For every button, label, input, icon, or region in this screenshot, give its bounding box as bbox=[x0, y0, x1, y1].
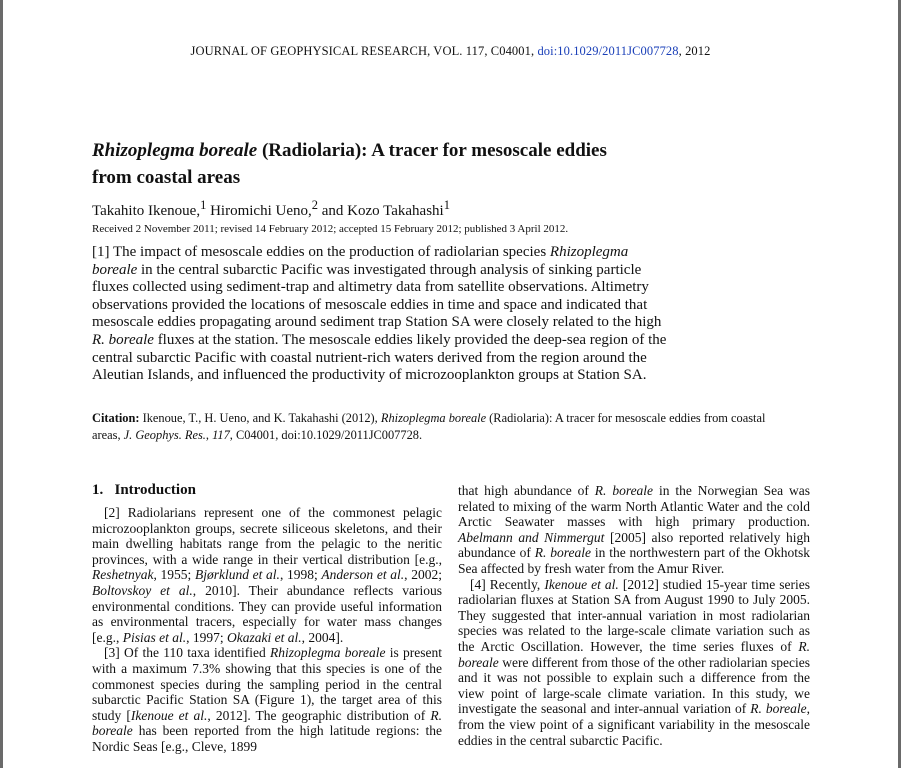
ref-italic: Rhizoplegma boreale bbox=[270, 645, 386, 661]
title-line2: from coastal areas bbox=[92, 167, 241, 188]
paragraph-4 bbox=[458, 577, 810, 749]
author-3: and Kozo Takahashi bbox=[317, 203, 444, 219]
body-text: Recently, bbox=[485, 576, 545, 592]
journal-name: JOURNAL OF GEOPHYSICAL RESEARCH, VOL. 117, C04001, bbox=[190, 44, 535, 58]
ref-italic: Anderson et al. bbox=[321, 567, 405, 583]
section-number: 1. bbox=[92, 482, 104, 498]
author-2-affil: 2 bbox=[311, 198, 318, 212]
abstract-text: fluxes at the station. The mesoscale eddies likely provided the deep-sea region of the central subarctic Pacific with coastal nutrient-rich waters derived from the region around the Aleutian Islands, and influenced the productivity of microzooplankton groups at Station SA. bbox=[92, 331, 667, 384]
abstract-text: The impact of mesoscale eddies on the production of radiolarian species bbox=[109, 244, 550, 260]
header-year: , 2012 bbox=[678, 44, 711, 58]
abstract-species: Rhizoplegma boreale bbox=[92, 244, 629, 278]
citation-italic: Rhizoplegma boreale bbox=[380, 411, 487, 425]
body-text: [2005] also reported relatively high abundance of bbox=[458, 529, 810, 561]
body-text: , 2012]. The geographic distribution of bbox=[207, 707, 431, 723]
paragraph-marker: [1] bbox=[92, 244, 110, 260]
body-text: , 2010]. Their abundance reflects various environmental conditions. They can provide useful information as environmental tracers, especially for water mass changes [e.g., bbox=[92, 582, 442, 645]
ref-italic: Reshetnyak bbox=[92, 567, 154, 583]
journal-header bbox=[0, 44, 901, 59]
citation-label: Citation: bbox=[92, 411, 140, 425]
paragraph-marker: [2] bbox=[104, 505, 120, 520]
article-title bbox=[92, 137, 692, 191]
left-column bbox=[92, 505, 442, 755]
citation-text: , bbox=[205, 428, 213, 442]
ref-italic: R. boreale bbox=[458, 638, 810, 670]
body-text: were different from those of the other radiolarian species and it was not possible to explain such a difference from the view point of large-scale climate variation. In this study, we investigate the seasonal and inter-annual variation of bbox=[458, 654, 810, 717]
author-list bbox=[92, 198, 450, 220]
body-text: , 1955; bbox=[153, 567, 195, 583]
window-left-border bbox=[0, 0, 3, 768]
citation-journal: J. Geophys. Res. bbox=[123, 428, 206, 442]
citation-text: (Radiolaria): A tracer for mesoscale eddies from coastal areas, bbox=[92, 411, 766, 442]
section-title: Introduction bbox=[114, 482, 196, 498]
body-text: in the northwestern part of the Okhotsk Sea affected by fresh water from the Amur River. bbox=[458, 545, 811, 576]
abstract-text: in the central subarctic Pacific was investigated through analysis of sinking particle fluxes collected using sediment-trap and altimetry data from satellite observations. Altimetry observations provided the locations of mesoscale eddies in time and space and indicated that mesoscale eddies propagating around sediment trap Station SA were closely related to the high bbox=[92, 261, 662, 331]
citation-block bbox=[92, 410, 782, 444]
section-heading bbox=[92, 482, 196, 499]
ref-italic: R. boreale bbox=[750, 701, 807, 717]
ref-italic: Ikenoue et al. bbox=[130, 707, 208, 723]
ref-italic: R. boreale bbox=[534, 545, 591, 561]
citation-text: Ikenoue, T., H. Ueno, and K. Takahashi (2012), bbox=[139, 411, 381, 425]
body-text: that high abundance of bbox=[458, 483, 595, 498]
paragraph-2 bbox=[92, 505, 442, 645]
author-2: Hiromichi Ueno, bbox=[206, 203, 312, 219]
ref-italic: R. boreale bbox=[594, 483, 654, 498]
body-text: [2012] studied 15-year time series radiolarian fluxes at Station SA from August 1990 to July 2005. They suggested that inter-annual variation in most radiolarian species was related to the large-scale climate variation such as the Arctic Oscillation. However, the time series fluxes of bbox=[458, 576, 811, 654]
body-text: , 2004]. bbox=[301, 629, 344, 645]
body-text: Radiolarians represent one of the commonest pelagic microzooplankton groups, secrete siliceous skeletons, and their main dwelling habitats range from the pelagic to the neritic provinces, with a wide range in their vertical distribution [e.g., bbox=[92, 505, 442, 567]
body-text: , 1997; bbox=[186, 629, 228, 645]
title-species: Rhizoplegma boreale bbox=[92, 140, 258, 161]
received-dates: Received 2 November 2011; revised 14 February 2012; accepted 15 February 2012; published 3 April 2012. bbox=[92, 223, 569, 235]
ref-italic: Abelmann and Nimmergut bbox=[458, 529, 605, 545]
paragraph-continued bbox=[458, 483, 810, 577]
paragraph-marker: [3] bbox=[104, 645, 120, 661]
abstract-species: R. boreale bbox=[92, 331, 154, 348]
ref-italic: Boltovskoy et al. bbox=[92, 582, 193, 598]
ref-italic: Bjørklund et al. bbox=[194, 567, 280, 583]
body-text: in the Norwegian Sea was related to mixing of the warm North Atlantic Water and the cold Arctic Seawater masses with high primary production. bbox=[458, 483, 810, 530]
body-text: Of the 110 taxa identified bbox=[119, 645, 270, 661]
right-column bbox=[458, 483, 810, 748]
body-text: is present with a maximum 7.3% showing that this species is one of the commonest species during the sampling period in the central subarctic Pacific Station SA (Figure 1), the target area of this study [ bbox=[92, 645, 442, 723]
title-rest: (Radiolaria): A tracer for mesoscale eddies bbox=[257, 140, 607, 161]
doi-link[interactable]: doi:10.1029/2011JC007728 bbox=[537, 44, 679, 58]
ref-italic: Okazaki et al. bbox=[227, 629, 302, 645]
ref-italic: R. boreale bbox=[92, 707, 443, 739]
paragraph-marker: [4] bbox=[470, 576, 486, 592]
author-1: Takahito Ikenoue, bbox=[92, 203, 201, 219]
body-text: , 2002; bbox=[404, 567, 442, 583]
body-text: , 1998; bbox=[279, 567, 322, 583]
body-text: , from the view point of a significant variability in the mesoscale eddies in the central subarctic Pacific. bbox=[458, 701, 810, 748]
body-text: has been reported from the high latitude regions: the Nordic Seas [e.g., Cleve, 1899 bbox=[92, 723, 442, 754]
ref-italic: Pisias et al. bbox=[122, 629, 187, 645]
citation-text: , C04001, doi:10.1029/2011JC007728. bbox=[229, 428, 423, 442]
paragraph-3 bbox=[92, 645, 442, 754]
abstract bbox=[92, 244, 672, 385]
ref-italic: Ikenoue et al. bbox=[544, 576, 619, 592]
citation-volume: 117 bbox=[212, 428, 230, 442]
author-3-affil: 1 bbox=[443, 198, 450, 212]
author-1-affil: 1 bbox=[200, 198, 207, 212]
